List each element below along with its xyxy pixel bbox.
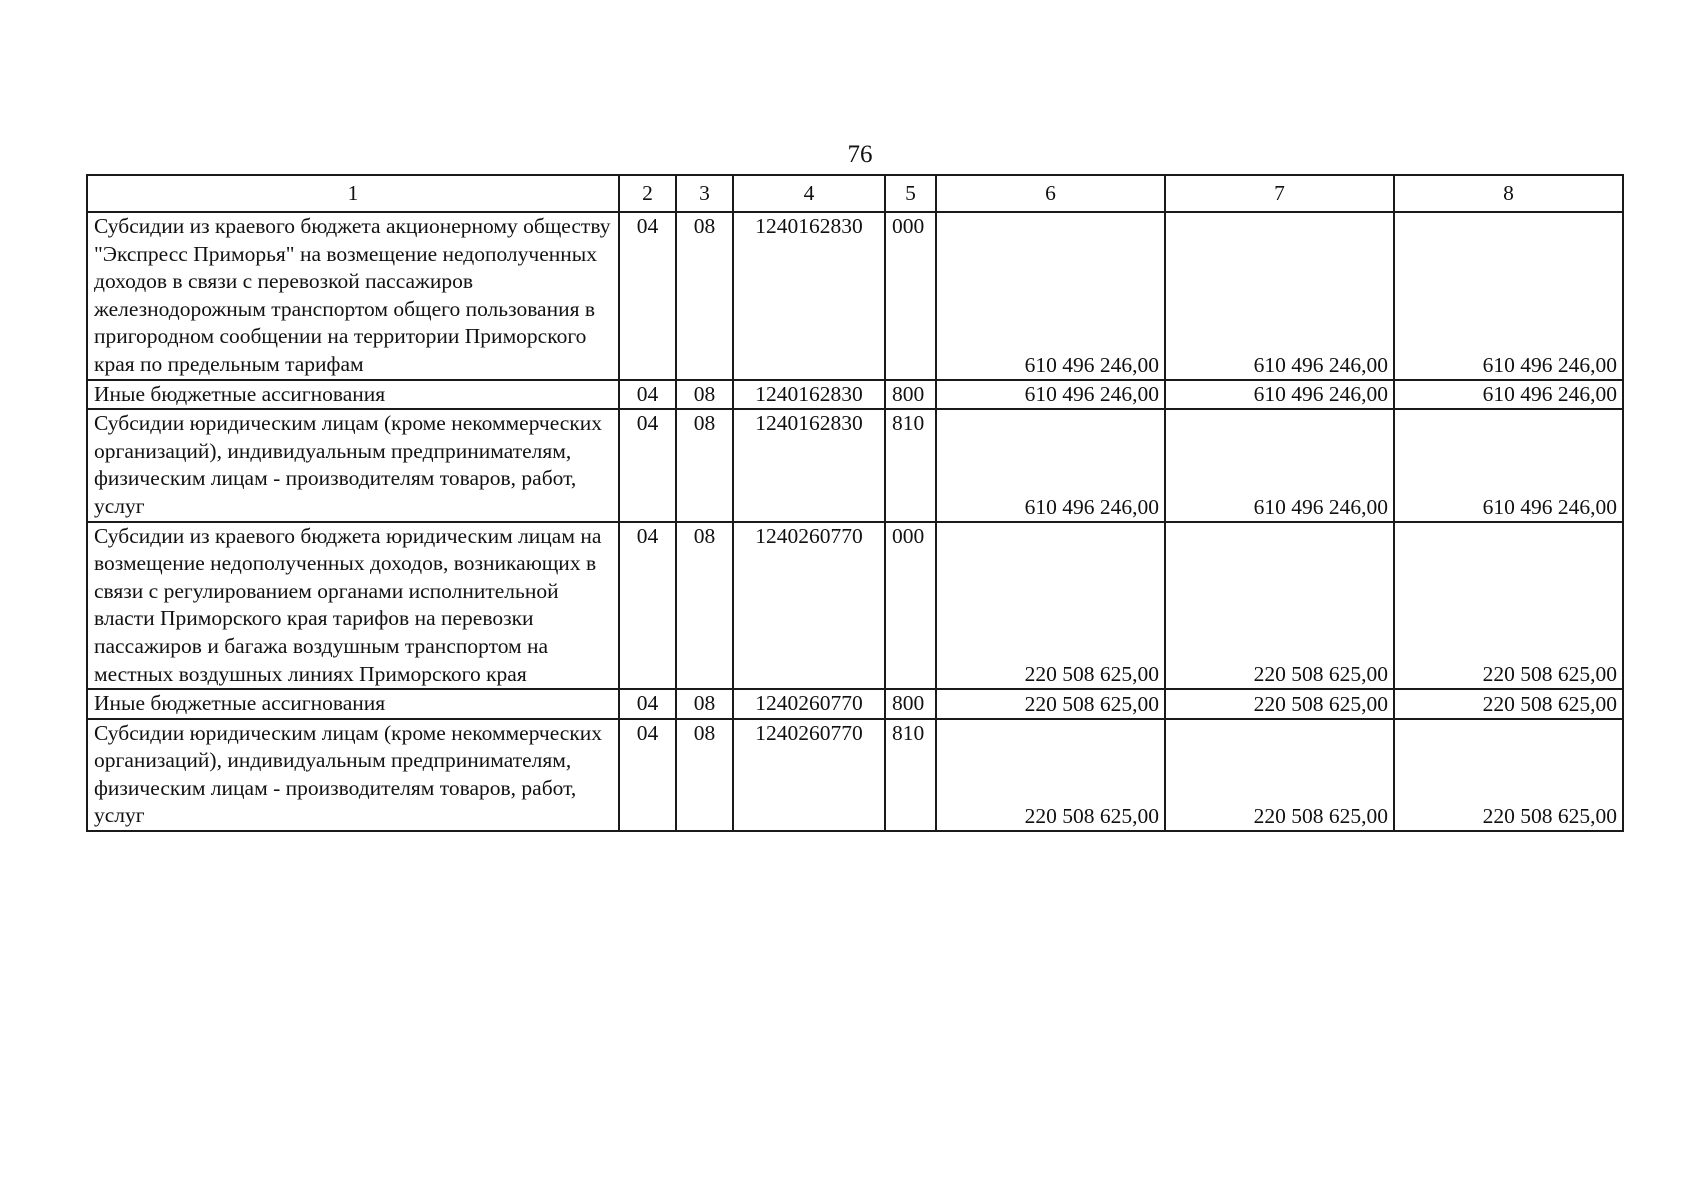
row-target-article-code: 1240260770	[733, 689, 885, 719]
row-section-code: 04	[619, 522, 676, 690]
header-col-3: 3	[676, 175, 733, 212]
row-amount-col7	[1165, 409, 1394, 521]
row-subsection-code: 08	[676, 522, 733, 690]
row-amount-col7	[1165, 212, 1394, 380]
table-body	[87, 212, 1623, 831]
row-section-code: 04	[619, 380, 676, 410]
table-row	[87, 409, 1623, 521]
amount-value: 220 508 625,00	[1024, 662, 1159, 687]
table-row	[87, 380, 1623, 410]
row-amount-col6	[936, 522, 1165, 690]
amount-value: 610 496 246,00	[1024, 382, 1159, 407]
row-expense-type-code: 000	[885, 212, 936, 380]
row-name: Субсидии юридическим лицам (кроме некоммерческих организаций), индивидуальным предпринимателям, физическим лицам - производителям товаров, работ, услуг	[87, 719, 619, 831]
amount-value: 220 508 625,00	[1253, 804, 1388, 829]
row-subsection-code: 08	[676, 689, 733, 719]
row-section-code: 04	[619, 689, 676, 719]
amount-value: 610 496 246,00	[1482, 382, 1617, 407]
amount-value: 220 508 625,00	[1253, 662, 1388, 687]
row-amount-col8	[1394, 409, 1623, 521]
row-subsection-code: 08	[676, 380, 733, 410]
amount-value: 610 496 246,00	[1253, 352, 1388, 377]
row-amount-col7	[1165, 380, 1394, 410]
row-expense-type-code: 810	[885, 719, 936, 831]
row-amount-col8	[1394, 719, 1623, 831]
header-col-1: 1	[87, 175, 619, 212]
table-row	[87, 522, 1623, 690]
row-amount-col7	[1165, 719, 1394, 831]
header-col-4: 4	[733, 175, 885, 212]
amount-value: 220 508 625,00	[1482, 662, 1617, 687]
row-amount-col7	[1165, 522, 1394, 690]
row-target-article-code: 1240260770	[733, 522, 885, 690]
amount-value: 220 508 625,00	[1482, 804, 1617, 829]
row-expense-type-code: 000	[885, 522, 936, 690]
amount-value: 610 496 246,00	[1253, 382, 1388, 407]
row-expense-type-code: 800	[885, 689, 936, 719]
amount-value: 610 496 246,00	[1253, 494, 1388, 519]
row-section-code: 04	[619, 212, 676, 380]
amount-value: 220 508 625,00	[1253, 691, 1388, 716]
row-target-article-code: 1240162830	[733, 409, 885, 521]
row-name: Иные бюджетные ассигнования	[87, 689, 619, 719]
row-amount-col8	[1394, 689, 1623, 719]
row-name: Субсидии из краевого бюджета акционерному обществу "Экспресс Приморья" на возмещение недополученных доходов в связи с перевозкой пассажиров железнодорожным транспортом общего пользования в пригородном сообщении на территории Приморского края по предельным тарифам	[87, 212, 619, 380]
row-name: Иные бюджетные ассигнования	[87, 380, 619, 410]
row-amount-col8	[1394, 522, 1623, 690]
table-header	[87, 175, 1623, 212]
row-name: Субсидии юридическим лицам (кроме некоммерческих организаций), индивидуальным предпринимателям, физическим лицам - производителям товаров, работ, услуг	[87, 409, 619, 521]
table-row	[87, 212, 1623, 380]
budget-table	[86, 174, 1624, 832]
amount-value: 220 508 625,00	[1024, 691, 1159, 716]
row-amount-col6	[936, 689, 1165, 719]
row-amount-col8	[1394, 212, 1623, 380]
amount-value: 220 508 625,00	[1024, 804, 1159, 829]
row-amount-col6	[936, 212, 1165, 380]
row-expense-type-code: 800	[885, 380, 936, 410]
header-col-7: 7	[1165, 175, 1394, 212]
amount-value: 610 496 246,00	[1482, 494, 1617, 519]
row-amount-col7	[1165, 689, 1394, 719]
page-number: 76	[847, 141, 873, 168]
header-col-5: 5	[885, 175, 936, 212]
row-expense-type-code: 810	[885, 409, 936, 521]
row-section-code: 04	[619, 719, 676, 831]
row-section-code: 04	[619, 409, 676, 521]
row-subsection-code: 08	[676, 409, 733, 521]
amount-value: 610 496 246,00	[1482, 352, 1617, 377]
header-col-8: 8	[1394, 175, 1623, 212]
row-target-article-code: 1240162830	[733, 212, 885, 380]
table-row	[87, 719, 1623, 831]
row-subsection-code: 08	[676, 212, 733, 380]
header-col-2: 2	[619, 175, 676, 212]
table-row	[87, 689, 1623, 719]
row-amount-col6	[936, 409, 1165, 521]
row-target-article-code: 1240260770	[733, 719, 885, 831]
header-row	[87, 175, 1623, 212]
amount-value: 220 508 625,00	[1482, 691, 1617, 716]
row-target-article-code: 1240162830	[733, 380, 885, 410]
row-amount-col6	[936, 719, 1165, 831]
header-col-6: 6	[936, 175, 1165, 212]
amount-value: 610 496 246,00	[1024, 494, 1159, 519]
row-subsection-code: 08	[676, 719, 733, 831]
row-name: Субсидии из краевого бюджета юридическим лицам на возмещение недополученных доходов, возникающих в связи с регулированием органами исполнительной власти Приморского края тарифов на перевозки пассажиров и багажа воздушным транспортом на местных воздушных линиях Приморского края	[87, 522, 619, 690]
row-amount-col6	[936, 380, 1165, 410]
row-amount-col8	[1394, 380, 1623, 410]
amount-value: 610 496 246,00	[1024, 352, 1159, 377]
